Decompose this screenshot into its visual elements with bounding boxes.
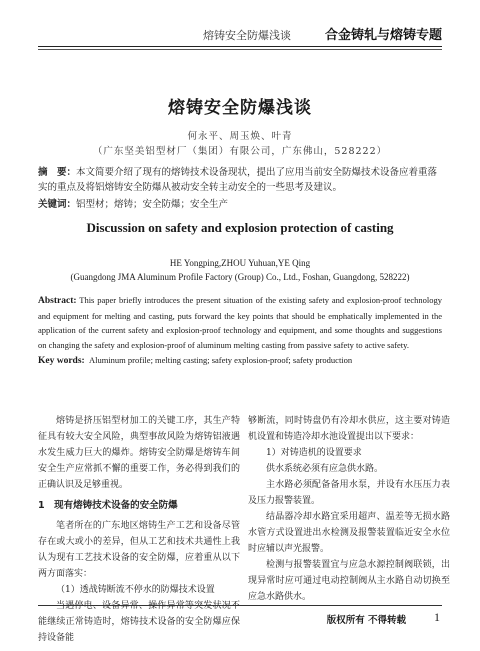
en-abstract-label: Abstract:: [38, 296, 77, 306]
cn-authors: 何永平、周玉焕、叶青: [187, 131, 293, 142]
cn-keywords-text: 铝型材；熔铸；安全防爆；安全生产: [76, 199, 229, 210]
body-column-right: [248, 413, 450, 605]
cn-abstract: [38, 165, 442, 195]
copyright-notice: 版权所有 不得转载: [326, 615, 406, 626]
running-header-title: 熔铸安全防爆浅谈: [203, 29, 291, 42]
section-heading-1: 1 现有熔铸技术设备的安全防爆: [38, 500, 178, 511]
en-title: Discussion on safety and explosion protection of casting: [86, 220, 394, 235]
list-item-1: （1）透战铸断流不停水的防爆技术设置: [56, 585, 215, 595]
en-keywords-label: Key words:: [38, 356, 85, 366]
intro-paragraph: 熔铸是挤压铝型材加工的关键工序，其生产特征具有较大安全风险，典型事故风险为熔铸铝液遇水发生威力巨大的爆炸。熔铸安全防爆是熔铸车间安全生产应常抓不懈的重要工作，务必得到我们的正确认识及足够重视。: [38, 416, 240, 490]
cn-title: 熔铸安全防爆浅谈: [168, 98, 312, 118]
requirement-paragraph-1: 供水系统必须有应急供水路。: [266, 464, 384, 474]
section-1-paragraph-2: 当遇停电、设备异常、操作异常等突发状况不能继续正常铸造时，熔铸技术设备的安全防爆应保持设备能: [38, 601, 240, 643]
page-number: 1: [434, 610, 440, 624]
header-rule: [38, 46, 442, 47]
en-keywords-text: Aluminum profile; melting casting; safety explosion-proof; safety production: [88, 355, 353, 365]
list-item-1-1: 1）对铸造机的设置要求: [266, 448, 362, 458]
cn-affiliation: （广东坚美铝型材厂（集团）有限公司，广东佛山，528222）: [92, 146, 388, 157]
body-column-left: [38, 413, 240, 646]
cn-keywords: [38, 197, 442, 212]
requirement-paragraph-4: 检测与报警装置宜与应急水源控制阀联锁，出现异常时应可通过电动控制阀从主水路自动切换至应急水路供水。: [248, 560, 450, 602]
requirement-paragraph-3: 结晶器冷却水路宜采用超声、温差等无损水路水管方式设置进出水检测及报警装置临近安全水位时应辅以声光报警。: [248, 512, 450, 554]
en-abstract: [38, 293, 442, 352]
en-affiliation: (Guangdong JMA Aluminum Profile Factory (Group) Co., Ltd., Foshan, Guangdong, 528222): [70, 272, 410, 282]
en-abstract-text: This paper briefly introduces the present situation of the existing safety and explosion-proof technology and equipment for melting and casting, puts forward the key points that should be emphatically implemented in the application of the current safety and explosion-proof technology and equipment, and some thoughts and suggestions on changing the safety and explosion-proof of aluminum melting casting from passive safety to active safety.: [38, 295, 442, 350]
continued-paragraph: 够断流，同时铸盘仍有冷却水供应，这主要对铸造机设置和铸造冷却水池设置提出以下要求：: [248, 416, 450, 442]
header-rule-thin: [38, 49, 442, 50]
requirement-paragraph-2: 主水路必须配备备用水泵，并设有水压压力表及压力报警装置。: [248, 480, 450, 506]
journal-topic: 合金铸轧与熔铸专题: [324, 28, 442, 43]
en-authors: HE Yongping,ZHOU Yuhuan,YE Qing: [169, 258, 311, 268]
en-keywords: [38, 353, 442, 368]
cn-abstract-label: 摘 要：: [38, 167, 77, 178]
cn-keywords-label: 关键词：: [38, 199, 77, 210]
section-1-paragraph: 笔者所在的广东地区熔铸生产工艺和设备尽管存在或大或小的差异，但从工艺和技术共通性上我认为现有工艺技术设备的安全防爆，应着重从以下两方面落实：: [38, 521, 240, 579]
cn-abstract-text: 本文简要介绍了现有的熔铸技术设备现状，提出了应用当前安全防爆技术设备应着重落实的重点及将铝熔铸安全防爆从被动安全转主动安全的一些思考及建议。: [38, 167, 438, 193]
footer-rule: [38, 605, 442, 606]
